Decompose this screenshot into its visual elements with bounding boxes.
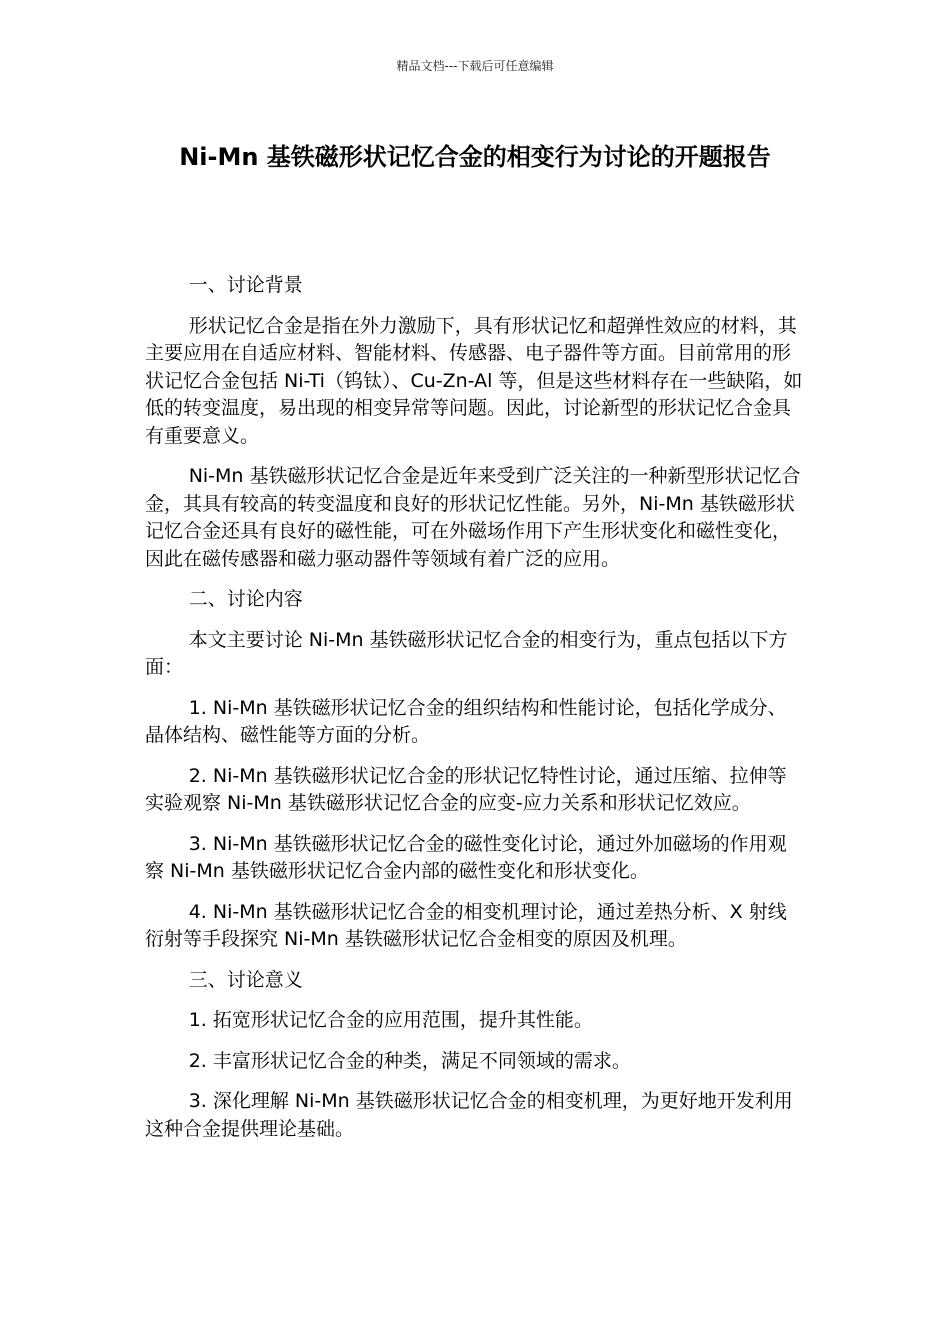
paragraph: Ni-Mn 基铁磁形状记忆合金是近年来受到广泛关注的一种新型形状记忆合金，其具有较高的转变温度和良好的形状记忆性能。另外，Ni-Mn 基铁磁形状记忆合金还具有良好的磁性能，可在外磁场作用下产生形状变化和磁性变化，因此在磁传感器和磁力驱动器件等领域有着广泛的应用。 xyxy=(145,465,801,570)
list-item: 4. Ni-Mn 基铁磁形状记忆合金的相变机理讨论，通过差热分析、X 射线衍射等手段探究 Ni-Mn 基铁磁形状记忆合金相变的原因及机理。 xyxy=(145,900,787,950)
paragraph: 本文主要讨论 Ni-Mn 基铁磁形状记忆合金的相变行为，重点包括以下方面： xyxy=(145,628,788,678)
list-item: 3. Ni-Mn 基铁磁形状记忆合金的磁性变化讨论，通过外加磁场的作用观察 Ni-Mn 基铁磁形状记忆合金内部的磁性变化和形状变化。 xyxy=(145,832,787,882)
section-heading: 二、讨论内容 xyxy=(188,588,303,610)
list-item: 2. 丰富形状记忆合金的种类，满足不同领域的需求。 xyxy=(188,1049,631,1072)
document-title: Ni-Mn 基铁磁形状记忆合金的相变行为讨论的开题报告 xyxy=(179,143,771,171)
section-heading: 一、讨论背景 xyxy=(188,274,303,296)
page-header: 精品文档---下载后可任意编辑 xyxy=(396,59,554,73)
section-heading: 三、讨论意义 xyxy=(188,968,303,991)
paragraph: 形状记忆合金是指在外力激励下，具有形状记忆和超弹性效应的材料，其主要应用在自适应材料、智能材料、传感器、电子器件等方面。目前常用的形状记忆合金包括 Ni-Ti（钨钛）、Cu-Zn-Al 等，但是这些材料存在一些缺陷，如低的转变温度，易出现的相变异常等问题。因此，讨论新型的形状记忆合金具有重要意义。 xyxy=(145,314,803,447)
list-item: 2. Ni-Mn 基铁磁形状记忆合金的形状记忆特性讨论，通过压缩、拉伸等实验观察 Ni-Mn 基铁磁形状记忆合金的应变-应力关系和形状记忆效应。 xyxy=(145,764,787,814)
list-item: 1. 拓宽形状记忆合金的应用范围，提升其性能。 xyxy=(188,1009,593,1031)
list-item: 1. Ni-Mn 基铁磁形状记忆合金的组织结构和性能讨论，包括化学成分、晶体结构、磁性能等方面的分析。 xyxy=(145,696,787,746)
document-body xyxy=(145,272,805,1156)
list-item: 3. 深化理解 Ni-Mn 基铁磁形状记忆合金的相变机理，为更好地开发利用这种合金提供理论基础。 xyxy=(145,1090,793,1140)
